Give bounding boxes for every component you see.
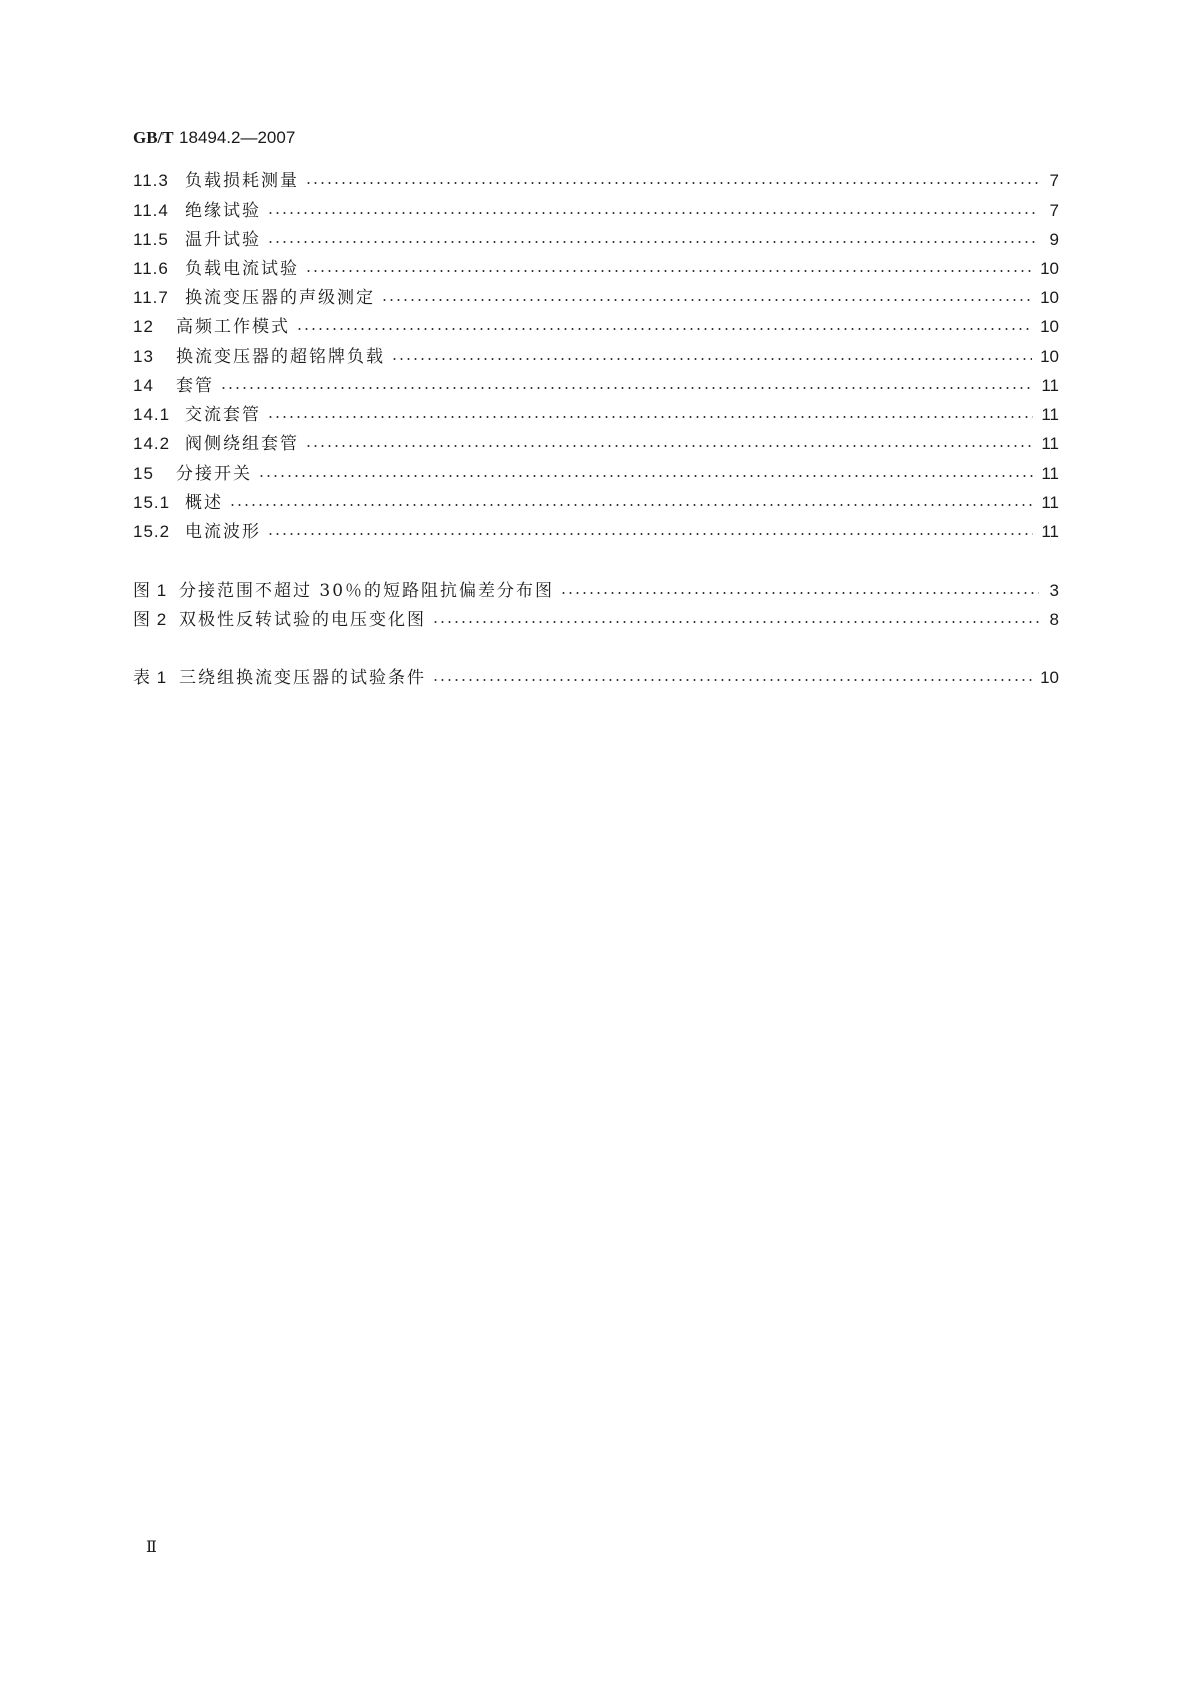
toc-entry-page: 10 bbox=[1040, 259, 1059, 278]
toc-entry-number: 11.6 bbox=[133, 259, 169, 278]
dot-leader bbox=[305, 182, 1039, 184]
toc-entry-title: 套管 bbox=[176, 376, 214, 396]
toc-entry-title: 换流变压器的声级测定 bbox=[185, 288, 375, 308]
toc-entry-title: 负载损耗测量 bbox=[185, 171, 299, 191]
toc-entry-title: 负载电流试验 bbox=[185, 259, 299, 279]
dot-leader bbox=[391, 358, 1032, 360]
dot-leader bbox=[432, 621, 1039, 623]
toc-entry-number: 11.4 bbox=[133, 201, 169, 220]
toc-entry-page: 10 bbox=[1040, 317, 1059, 336]
dot-leader bbox=[296, 328, 1032, 330]
figure-entry[interactable] bbox=[133, 577, 1059, 605]
toc-entry[interactable] bbox=[133, 489, 1059, 517]
toc-entry[interactable] bbox=[133, 197, 1059, 225]
toc-entry-title: 概述 bbox=[185, 493, 223, 513]
toc-entry-number: 15 bbox=[133, 464, 154, 483]
toc-entry-page: 11 bbox=[1041, 434, 1059, 453]
figure-entry-title: 双极性反转试验的电压变化图 bbox=[179, 610, 426, 630]
standard-header bbox=[133, 126, 295, 150]
table-entry-number: 表 1 bbox=[133, 668, 168, 687]
table-entry[interactable] bbox=[133, 664, 1059, 692]
toc-entry-number: 12 bbox=[133, 317, 154, 336]
figure-entry-title: 分接范围不超过 30％的短路阻抗偏差分布图 bbox=[179, 581, 555, 601]
toc-entry-title: 交流套管 bbox=[185, 405, 261, 425]
toc-entry-title: 换流变压器的超铭牌负载 bbox=[176, 347, 385, 367]
toc-entry[interactable] bbox=[133, 518, 1059, 546]
dot-leader bbox=[267, 212, 1039, 214]
figure-entry-number: 图 2 bbox=[133, 610, 168, 629]
dot-leader bbox=[267, 241, 1039, 243]
toc-entry-page: 11 bbox=[1041, 522, 1059, 541]
dot-leader bbox=[432, 679, 1032, 681]
toc-entry-number: 15.1 bbox=[133, 493, 171, 512]
toc-entry-number: 14.1 bbox=[133, 405, 171, 424]
table-entry-title: 三绕组换流变压器的试验条件 bbox=[179, 668, 426, 688]
dot-leader bbox=[305, 445, 1033, 447]
toc-entry-number: 14 bbox=[133, 376, 154, 395]
toc-entry-page: 7 bbox=[1049, 201, 1059, 220]
toc-entry-page: 9 bbox=[1049, 230, 1059, 249]
toc-entry[interactable] bbox=[133, 226, 1059, 254]
toc-entry-number: 13 bbox=[133, 347, 154, 366]
toc-entry-page: 11 bbox=[1041, 405, 1059, 424]
toc-entry-number: 15.2 bbox=[133, 522, 171, 541]
toc-entry-title: 高频工作模式 bbox=[176, 317, 290, 337]
figure-entry-number: 图 1 bbox=[133, 581, 168, 600]
dot-leader bbox=[229, 504, 1033, 506]
toc-entry[interactable] bbox=[133, 372, 1059, 400]
toc-entry-page: 7 bbox=[1049, 171, 1059, 190]
figure-entry[interactable] bbox=[133, 606, 1059, 634]
toc-entry[interactable] bbox=[133, 401, 1059, 429]
toc-entry-number: 11.5 bbox=[133, 230, 169, 249]
toc-entry[interactable] bbox=[133, 167, 1059, 195]
toc-entry-number: 11.7 bbox=[133, 288, 169, 307]
toc-entry[interactable] bbox=[133, 430, 1059, 458]
toc-entry-page: 11 bbox=[1041, 464, 1059, 483]
standard-prefix: GB/T bbox=[133, 128, 174, 147]
toc-entry[interactable] bbox=[133, 313, 1059, 341]
page-number: Ⅱ bbox=[146, 1539, 157, 1556]
dot-leader bbox=[381, 299, 1032, 301]
toc-entry-title: 电流波形 bbox=[185, 522, 261, 542]
toc-entry-title: 温升试验 bbox=[185, 230, 261, 250]
toc-entry-title: 分接开关 bbox=[176, 464, 252, 484]
figure-entry-page: 8 bbox=[1049, 610, 1059, 629]
dot-leader bbox=[267, 533, 1033, 535]
dot-leader bbox=[560, 592, 1039, 594]
toc-entry-number: 11.3 bbox=[133, 171, 169, 190]
toc-entry-page: 11 bbox=[1041, 376, 1059, 395]
standard-number: 18494.2—2007 bbox=[179, 128, 296, 147]
toc-entry[interactable] bbox=[133, 343, 1059, 371]
toc-entry-title: 绝缘试验 bbox=[185, 201, 261, 221]
table-entry-page: 10 bbox=[1040, 668, 1059, 687]
toc-entry-page: 10 bbox=[1040, 347, 1059, 366]
dot-leader bbox=[258, 475, 1033, 477]
toc-entry-page: 11 bbox=[1041, 493, 1059, 512]
dot-leader bbox=[267, 416, 1033, 418]
toc-entry[interactable] bbox=[133, 460, 1059, 488]
toc-entry[interactable] bbox=[133, 255, 1059, 283]
toc-entry-number: 14.2 bbox=[133, 434, 171, 453]
toc-entry-page: 10 bbox=[1040, 288, 1059, 307]
dot-leader bbox=[305, 270, 1032, 272]
dot-leader bbox=[220, 387, 1033, 389]
toc-entry[interactable] bbox=[133, 284, 1059, 312]
figure-entry-page: 3 bbox=[1049, 581, 1059, 600]
toc-entry-title: 阀侧绕组套管 bbox=[185, 434, 299, 454]
